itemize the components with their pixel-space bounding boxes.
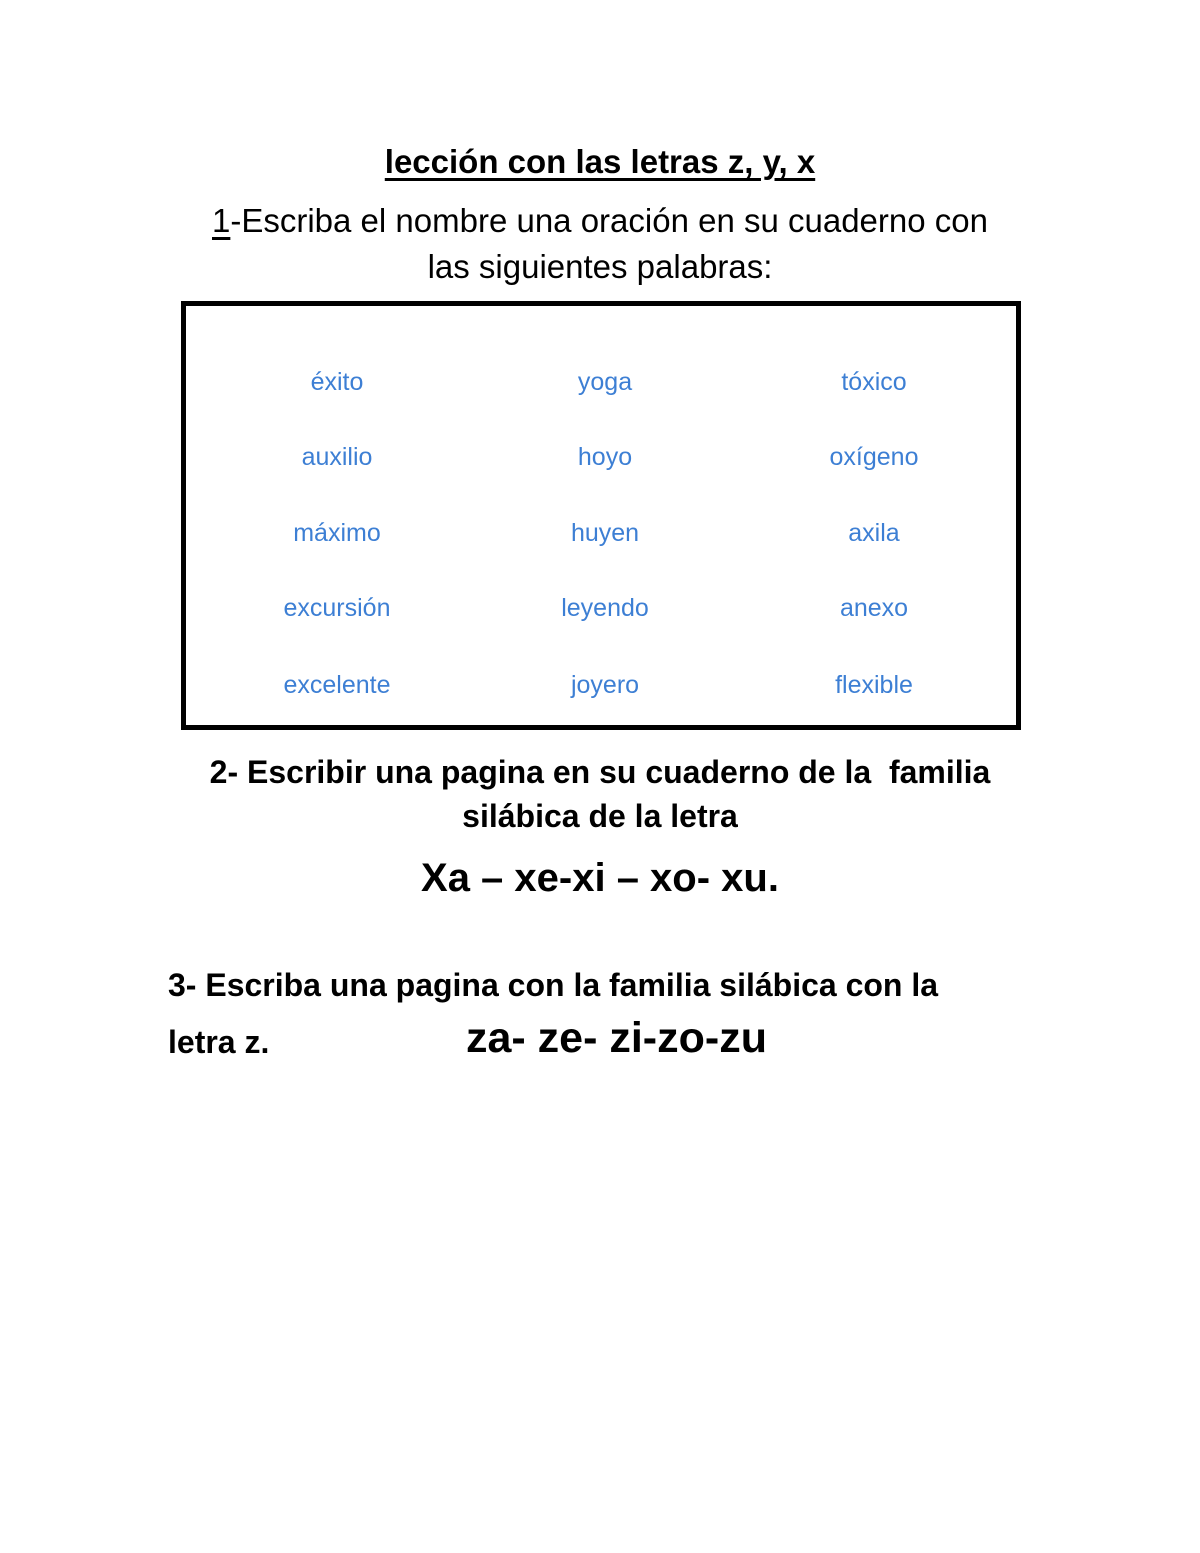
word-item: excursión <box>283 594 391 622</box>
word-item: tóxico <box>841 368 907 396</box>
word-item: auxilio <box>301 443 373 471</box>
question-1 <box>150 198 1050 290</box>
word-item: axila <box>848 519 900 547</box>
word-item: yoga <box>577 368 633 396</box>
question-2-line-2: silábica de la letra <box>462 798 738 834</box>
word-item: éxito <box>310 368 364 396</box>
word-item: hoyo <box>577 443 633 471</box>
page-title: lección con las letras z, y, x <box>384 143 816 180</box>
syllable-family-z: za- ze- zi-zo-zu <box>466 1014 767 1062</box>
question-2 <box>150 750 1050 838</box>
question-1-text: -Escriba el nombre una oración en su cuaderno con <box>230 202 988 239</box>
word-item: huyen <box>570 519 640 547</box>
syllable-family-x: Xa – xe-xi – xo- xu. <box>421 856 779 900</box>
question-3-line-1: 3- Escriba una pagina con la familia silábica con la <box>168 967 939 1003</box>
question-1-line-1 <box>150 198 1050 244</box>
word-item: oxígeno <box>829 443 919 471</box>
question-1-number: 1 <box>212 202 231 239</box>
question-1-line-2: las siguientes palabras: <box>427 248 773 285</box>
word-item: anexo <box>839 594 909 622</box>
word-item: flexible <box>835 671 913 699</box>
question-2-line-1: 2- Escribir una pagina en su cuaderno de la familia <box>209 754 991 790</box>
word-box <box>181 301 1021 730</box>
word-item: joyero <box>570 671 640 699</box>
word-item: máximo <box>293 519 381 547</box>
question-3-line-2: letra z. <box>168 1024 270 1060</box>
word-item: leyendo <box>561 594 649 622</box>
word-item: excelente <box>283 671 391 699</box>
